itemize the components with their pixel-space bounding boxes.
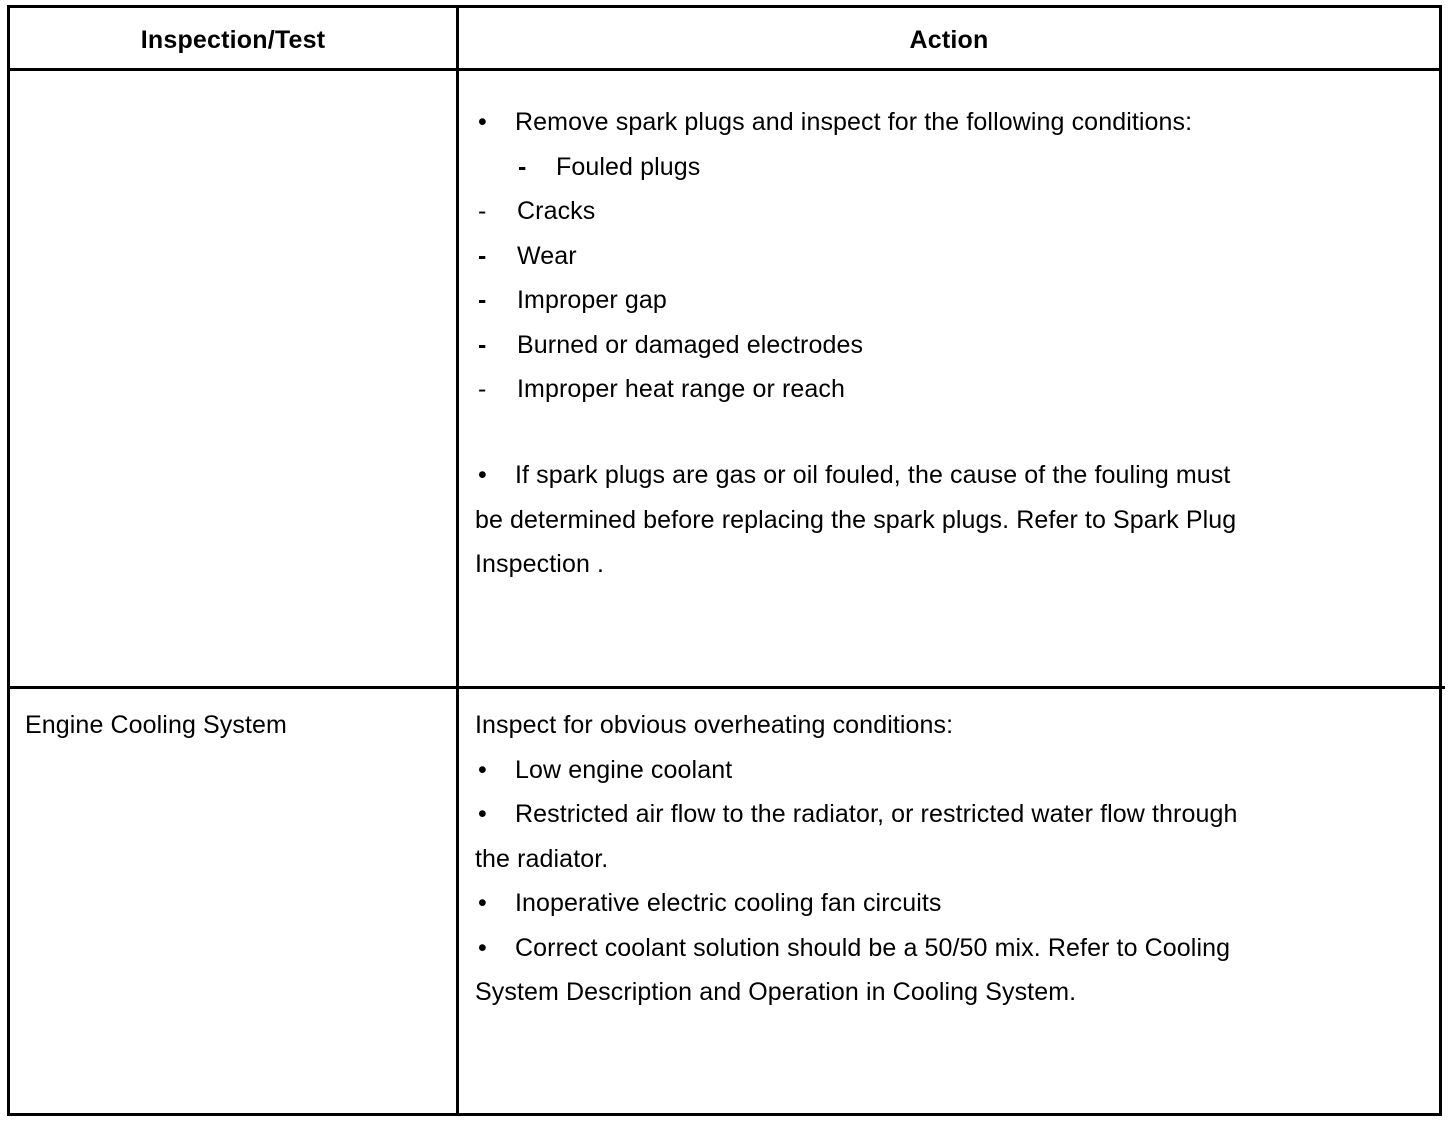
list-item	[475, 100, 1375, 145]
text-line	[475, 703, 1375, 748]
table-border-bottom	[7, 1113, 1442, 1116]
dash-marker: -	[478, 330, 487, 359]
text-line	[475, 837, 1375, 882]
bullet-text: Restricted air flow to the radiator, or restricted water flow through	[515, 800, 1238, 828]
bullet-marker: •	[478, 108, 487, 136]
dash-marker: -	[478, 286, 487, 314]
continuation-text: System Description and Operation in Cooling System.	[475, 978, 1077, 1006]
sub-item-text: Fouled plugs	[556, 152, 701, 181]
bullet-marker: •	[478, 889, 487, 917]
dash-marker: -	[478, 197, 487, 225]
column-divider	[456, 5, 459, 1116]
continuation-text: be determined before replacing the spark plugs. Refer to Spark Plug	[475, 505, 1237, 534]
row2-action-cell	[475, 703, 1375, 1015]
list-item	[475, 323, 1375, 368]
row1-action-note	[475, 453, 1375, 587]
list-item	[475, 278, 1375, 323]
list-item	[475, 367, 1375, 412]
text-line	[475, 542, 1375, 587]
list-item	[475, 748, 1375, 793]
text-line	[475, 453, 1375, 498]
header-divider	[7, 68, 1442, 71]
text-line	[475, 498, 1375, 543]
continuation-text: the radiator.	[475, 844, 609, 873]
header-action: Action	[909, 26, 989, 54]
table-border-top	[7, 5, 1442, 8]
list-item	[475, 145, 1375, 190]
sub-item-text: Improper heat range or reach	[517, 375, 845, 403]
bullet-text: Inoperative electric cooling fan circuits	[515, 889, 942, 917]
sub-item-text: Cracks	[517, 197, 596, 225]
list-item	[475, 189, 1375, 234]
bullet-text: Correct coolant solution should be a 50/50 mix. Refer to Cooling	[515, 933, 1231, 962]
header-inspection-test: Inspection/Test	[140, 26, 326, 54]
dash-marker: -	[478, 375, 487, 403]
list-item	[475, 926, 1375, 971]
bullet-text: If spark plugs are gas or oil fouled, the cause of the fouling must	[515, 461, 1231, 489]
row1-action-cell	[475, 100, 1375, 412]
sub-item-text: Wear	[517, 241, 577, 270]
table-border-right	[1439, 5, 1442, 1116]
bullet-marker: •	[478, 800, 487, 828]
sub-item-text: Improper gap	[517, 286, 667, 314]
sub-item-text: Burned or damaged electrodes	[517, 330, 864, 359]
continuation-text: Inspection .	[475, 550, 605, 578]
intro-text: Inspect for obvious overheating conditions:	[475, 711, 954, 739]
row-divider	[7, 686, 1445, 689]
bullet-text: Low engine coolant	[515, 755, 733, 784]
list-item	[475, 881, 1375, 926]
text-line	[475, 970, 1375, 1015]
bullet-marker: •	[478, 461, 487, 489]
row2-inspection-cell: Engine Cooling System	[25, 711, 287, 739]
bullet-marker: •	[478, 755, 487, 784]
table-border-left	[7, 5, 10, 1116]
bullet-text: Remove spark plugs and inspect for the following conditions:	[515, 108, 1193, 136]
bullet-marker: •	[478, 933, 487, 962]
dash-marker: -	[478, 241, 487, 270]
dash-marker: -	[518, 152, 527, 181]
list-item	[475, 792, 1375, 837]
list-item	[475, 234, 1375, 279]
